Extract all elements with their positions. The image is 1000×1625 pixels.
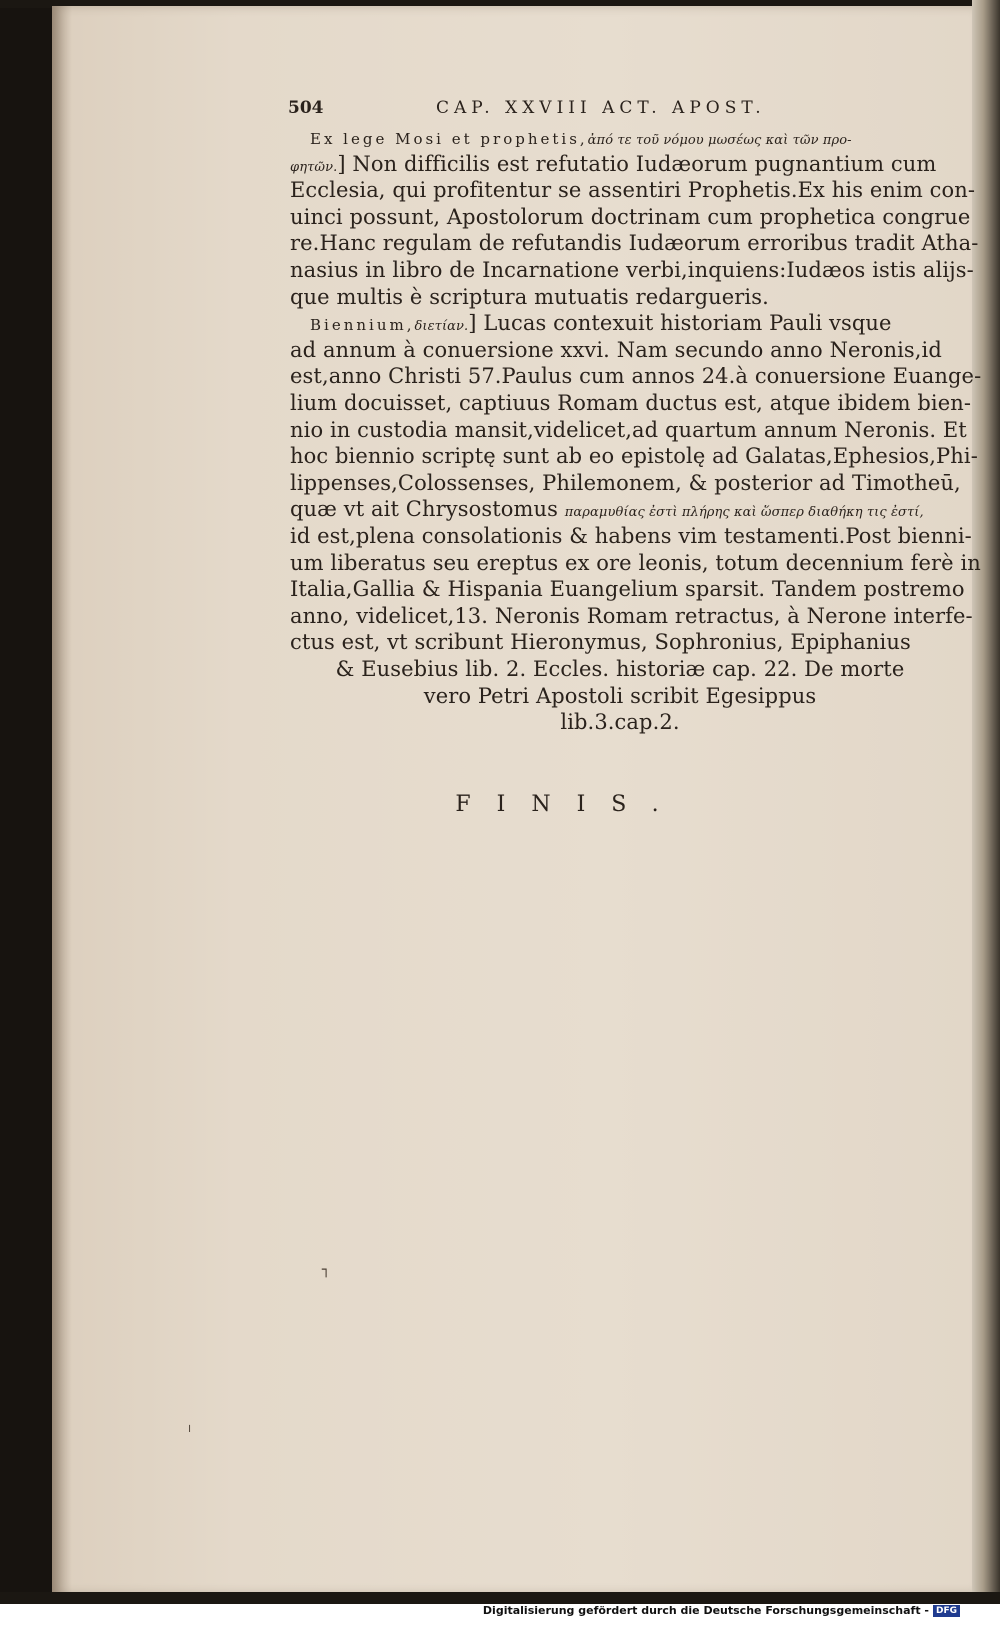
latin-text: & Eusebius lib. 2. Eccles. historiæ cap. 22. De morte bbox=[335, 657, 905, 681]
latin-text: anno, videlicet,13. Neronis Romam retractus, à Nerone interfe- bbox=[290, 603, 973, 628]
page-number: 504 bbox=[288, 98, 324, 118]
text-line bbox=[290, 496, 950, 526]
text-line bbox=[290, 656, 950, 683]
greek-quotation: διετίαν. bbox=[414, 319, 469, 335]
greek-quotation: ἀπό τε τοῦ νόμου μωσέως καὶ τῶν προ- bbox=[587, 133, 852, 148]
gutter-shadow bbox=[52, 6, 72, 1594]
latin-text: Ecclesia, qui profitentur se assentiri Prophetis.Ex his enim con- bbox=[290, 178, 976, 203]
latin-text: ctus est, vt scribunt Hieronymus, Sophronius, Epiphanius bbox=[290, 630, 911, 655]
latin-text: que multis è scriptura mutuatis redargueris. bbox=[290, 284, 769, 309]
text-line bbox=[290, 257, 974, 284]
latin-text: uinci possunt, Apostolorum doctrinam cum prophetica congrue bbox=[290, 204, 971, 229]
scanner-background bbox=[0, 0, 55, 1600]
text-line bbox=[310, 310, 970, 340]
latin-text: nasius in libro de Incarnatione verbi,inquiens:Iudæos istis alijs- bbox=[290, 258, 974, 282]
finis-colophon: FINIS. bbox=[455, 792, 685, 817]
text-line bbox=[290, 550, 981, 577]
ink-mark: ┐ bbox=[322, 1262, 331, 1278]
latin-text: ad annum à conuersione xxvi. Nam secundo anno Neronis,id bbox=[290, 337, 942, 362]
latin-text: id est,plena consolationis & habens vim testamenti.Post bienni- bbox=[290, 524, 972, 548]
latin-text: Italia,Gallia & Hispania Euangelium sparsit. Tandem postremo bbox=[290, 577, 965, 602]
latin-text: lium docuisset, captiuus Romam ductus est, atque ibidem bien- bbox=[290, 391, 972, 415]
latin-text: est,anno Christi 57.Paulus cum annos 24.à conuersione Euange- bbox=[290, 364, 982, 389]
text-line bbox=[290, 151, 950, 181]
text-line bbox=[290, 284, 950, 311]
digitization-footer bbox=[483, 1604, 960, 1617]
text-line bbox=[290, 470, 961, 497]
greek-quotation: παραμυθίας ἐστὶ πλήρης καὶ ὥσπερ διαθήκη τις ἐστί, bbox=[564, 505, 924, 521]
text-line bbox=[290, 363, 982, 390]
text-line bbox=[290, 683, 950, 710]
latin-text: ] Lucas contexuit historiam Pauli vsque bbox=[468, 311, 892, 336]
latin-text: vero Petri Apostoli scribit Egesippus bbox=[423, 683, 817, 708]
text-line bbox=[290, 177, 976, 204]
text-line bbox=[290, 390, 972, 417]
text-line bbox=[290, 603, 973, 630]
footer-text: Digitalisierung gefördert durch die Deutsche Forschungsgemeinschaft - bbox=[482, 1604, 929, 1617]
latin-text: re.Hanc regulam de refutandis Iudæorum erroribus tradit Atha- bbox=[290, 231, 979, 256]
text-line bbox=[290, 204, 971, 231]
text-line bbox=[290, 709, 950, 736]
latin-text: hoc biennio scriptę sunt ab eo epistolę ad Galatas,Ephesios,Phi- bbox=[290, 444, 978, 469]
text-line bbox=[290, 576, 965, 603]
latin-text: um liberatus seu ereptus ex ore leonis, totum decennium ferè in bbox=[290, 550, 981, 575]
small-caps-lemma: Ex lege Mosi et prophetis, bbox=[310, 130, 588, 148]
latin-text: lippenses,Colossenses, Philemonem, & posterior ad Timotheū, bbox=[290, 470, 961, 495]
text-line bbox=[290, 230, 979, 257]
ink-mark: ╷ bbox=[186, 1418, 194, 1432]
latin-text: quæ vt ait Chrysostomus bbox=[290, 497, 565, 522]
running-head: CAP. XXVIII ACT. APOST. bbox=[436, 98, 766, 118]
latin-text: lib.3.cap.2. bbox=[560, 710, 680, 735]
text-line bbox=[290, 417, 967, 444]
small-caps-lemma: Biennium, bbox=[310, 316, 415, 335]
text-line bbox=[290, 337, 950, 364]
text-line bbox=[290, 629, 950, 656]
text-line bbox=[290, 523, 972, 550]
dfg-logo: DFG bbox=[933, 1605, 960, 1617]
text-line bbox=[310, 124, 970, 154]
latin-text: nio in custodia mansit,videlicet,ad quartum annum Neronis. Et bbox=[290, 417, 967, 442]
greek-quotation: φητῶν. bbox=[290, 159, 338, 175]
latin-text: ] Non difficilis est refutatio Iudæorum pugnantium cum bbox=[337, 151, 937, 176]
scanner-bottom-edge bbox=[0, 1592, 1000, 1604]
text-line bbox=[290, 443, 978, 470]
